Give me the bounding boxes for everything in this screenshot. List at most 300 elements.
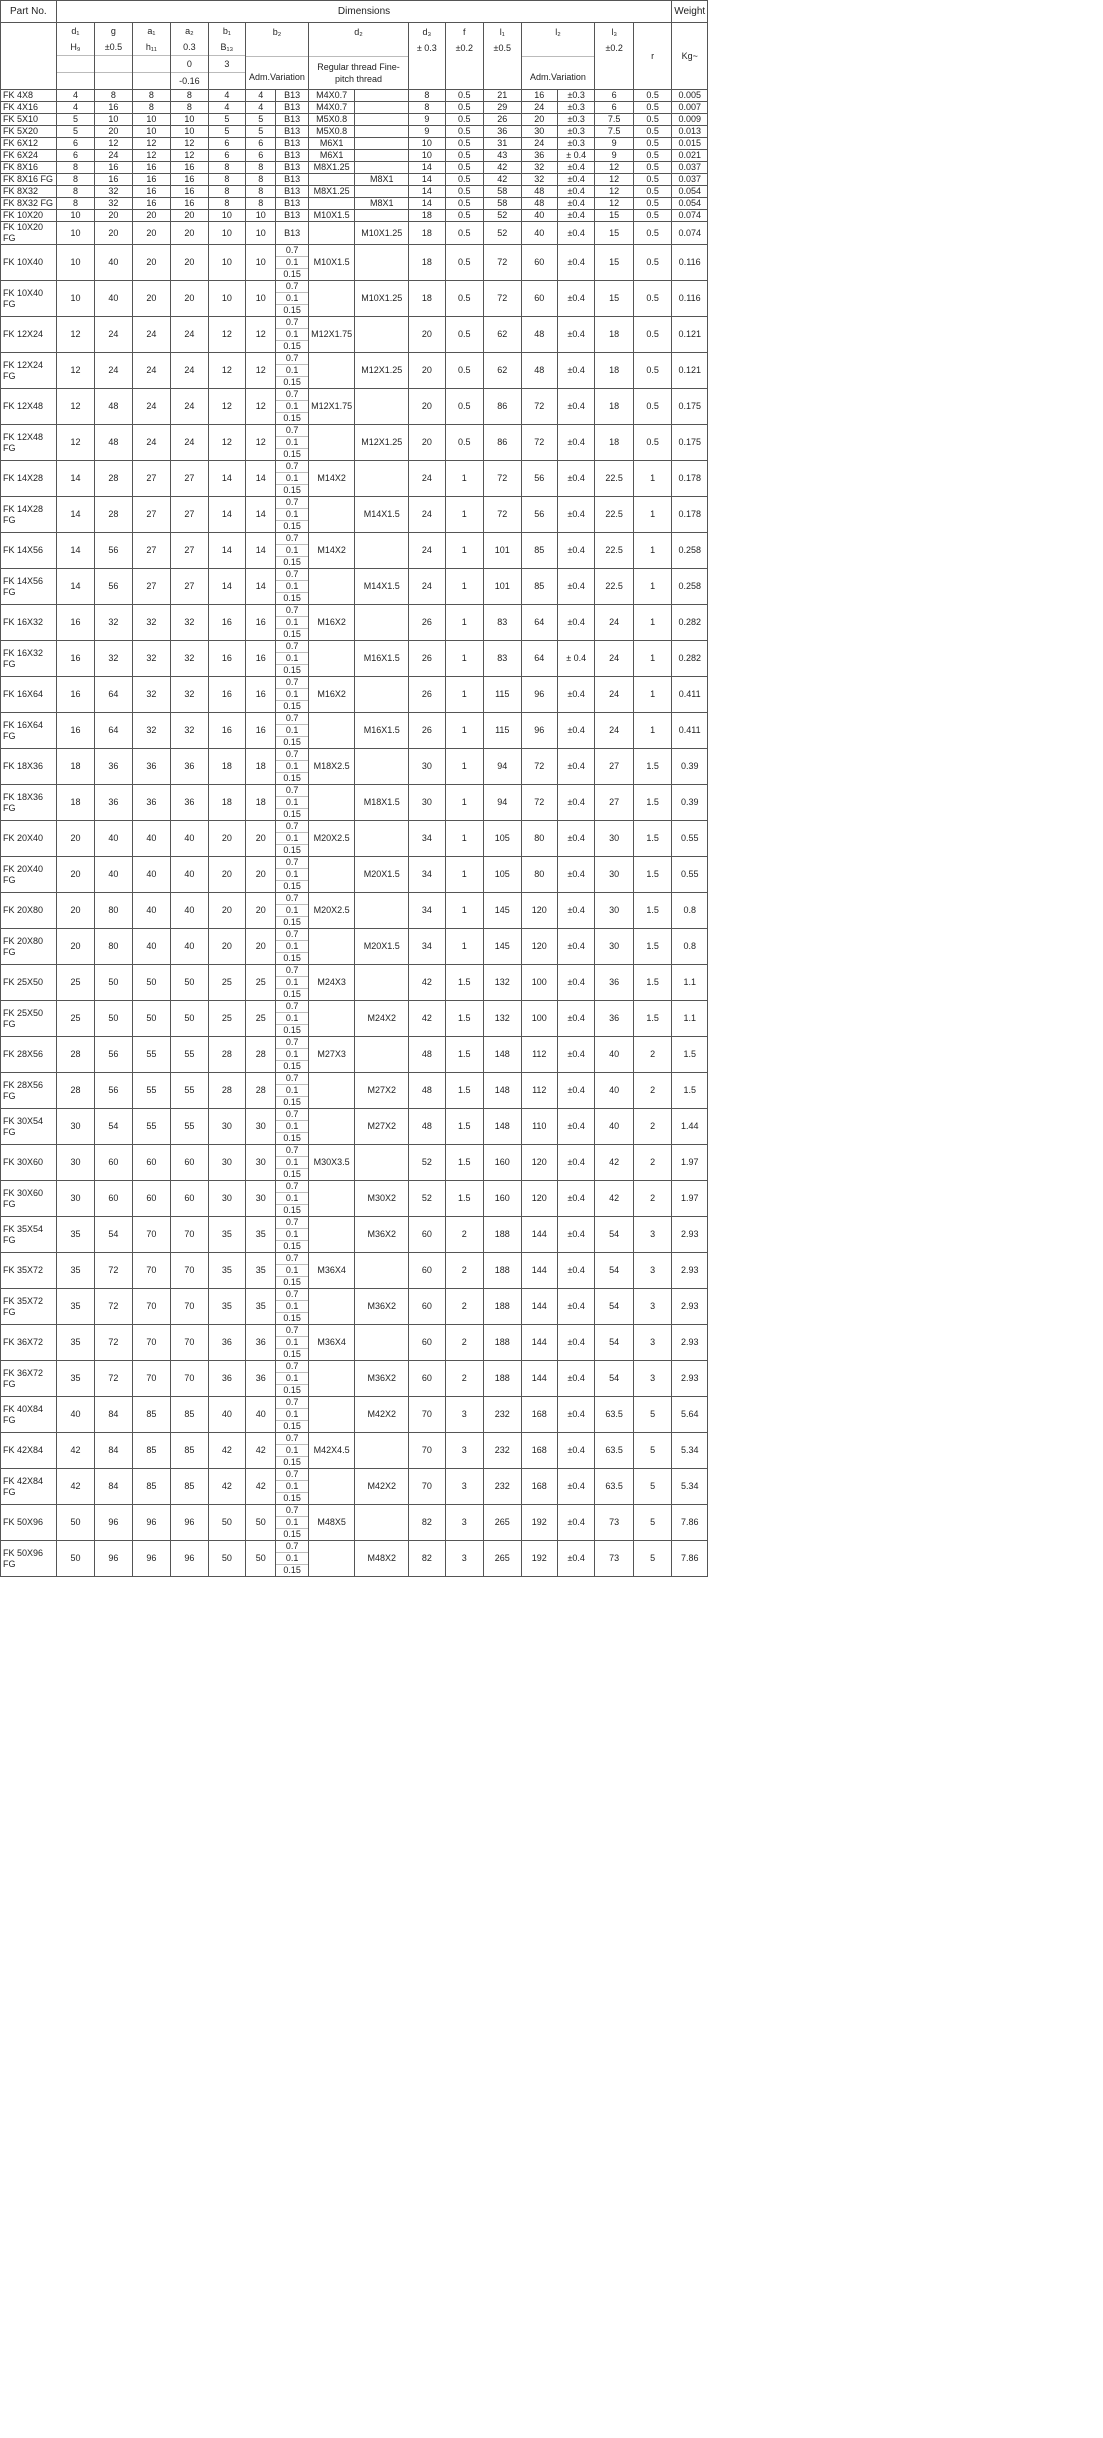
- table-row: [1, 425, 708, 461]
- cell-d3: 70: [409, 1433, 445, 1469]
- cell-b2v: B13: [276, 126, 308, 138]
- cell-a2: 32: [171, 641, 208, 677]
- cell-r: 5: [633, 1505, 671, 1541]
- cell-d3: 42: [409, 1001, 445, 1037]
- cell-d1: 35: [56, 1325, 94, 1361]
- cell-g: 28: [95, 461, 132, 497]
- cell-w: 2.93: [672, 1325, 708, 1361]
- cell-a1: 32: [132, 605, 170, 641]
- cell-b1: 30: [208, 1109, 245, 1145]
- cell-l1: 188: [484, 1289, 521, 1325]
- cell-d3: 26: [409, 641, 445, 677]
- cell-b2v: [276, 605, 308, 641]
- cell-d1: 12: [56, 389, 94, 425]
- b2-variation-value: 0.1: [276, 941, 307, 953]
- cell-g: 16: [95, 174, 132, 186]
- cell-d1: 16: [56, 641, 94, 677]
- cell-b2v: [276, 929, 308, 965]
- cell-a2: 8: [171, 90, 208, 102]
- cell-b2: 50: [246, 1541, 276, 1577]
- cell-r: 2: [633, 1073, 671, 1109]
- cell-part: FK 36X72: [1, 1325, 57, 1361]
- cell-fine: M12X1.25: [355, 353, 409, 389]
- cell-r: 0.5: [633, 114, 671, 126]
- cell-l1: 232: [484, 1433, 521, 1469]
- cell-a1: 40: [132, 893, 170, 929]
- cell-l3: 15: [595, 281, 633, 317]
- cell-fine: [355, 1505, 409, 1541]
- table-row: [1, 1109, 708, 1145]
- b2-variation-value: 0.7: [276, 749, 307, 761]
- cell-b1: 30: [208, 1145, 245, 1181]
- cell-l2v: ±0.4: [557, 425, 594, 461]
- cell-f: 1.5: [445, 1181, 483, 1217]
- cell-a2: 85: [171, 1397, 208, 1433]
- cell-d3: 24: [409, 533, 445, 569]
- cell-w: 0.021: [672, 150, 708, 162]
- cell-l2v: ±0.4: [557, 1037, 594, 1073]
- cell-d3: 42: [409, 965, 445, 1001]
- cell-w: 0.175: [672, 389, 708, 425]
- a1-header: a₁ h₁₁: [132, 23, 170, 90]
- cell-a1: 70: [132, 1253, 170, 1289]
- cell-a2: 40: [171, 857, 208, 893]
- cell-reg: M20X2.5: [308, 893, 355, 929]
- cell-part: FK 5X20: [1, 126, 57, 138]
- b2-variation-value: 0.7: [276, 605, 307, 617]
- cell-b2v: [276, 821, 308, 857]
- cell-a2: 27: [171, 461, 208, 497]
- cell-d1: 8: [56, 198, 94, 210]
- cell-l2v: ±0.4: [557, 1001, 594, 1037]
- cell-d3: 14: [409, 162, 445, 174]
- cell-a2: 27: [171, 533, 208, 569]
- cell-b2v: [276, 353, 308, 389]
- cell-f: 0.5: [445, 102, 483, 114]
- cell-b2: 36: [246, 1325, 276, 1361]
- b2-variation-value: 0.1: [276, 761, 307, 773]
- cell-b2: 25: [246, 1001, 276, 1037]
- cell-a1: 24: [132, 353, 170, 389]
- table-row: [1, 1325, 708, 1361]
- cell-d1: 35: [56, 1253, 94, 1289]
- cell-g: 40: [95, 821, 132, 857]
- cell-f: 3: [445, 1505, 483, 1541]
- b2-variation-value: 0.15: [283, 1205, 301, 1215]
- cell-l2v: ±0.4: [557, 1109, 594, 1145]
- cell-l2: 30: [521, 126, 557, 138]
- cell-l2v: ±0.3: [557, 138, 594, 150]
- cell-b1: 12: [208, 353, 245, 389]
- cell-b2: 8: [246, 162, 276, 174]
- cell-reg: M27X3: [308, 1037, 355, 1073]
- b2-variation-value: 0.7: [276, 1109, 307, 1121]
- cell-a1: 24: [132, 389, 170, 425]
- b2-variation-value: 0.15: [283, 521, 301, 531]
- cell-b2v: [276, 965, 308, 1001]
- cell-d3: 26: [409, 677, 445, 713]
- cell-b1: 12: [208, 425, 245, 461]
- b2-variation-value: 0.1: [276, 1445, 307, 1457]
- cell-part: FK 10X40 FG: [1, 281, 57, 317]
- cell-w: 0.282: [672, 641, 708, 677]
- cell-reg: M6X1: [308, 150, 355, 162]
- cell-f: 0.5: [445, 389, 483, 425]
- cell-d3: 34: [409, 893, 445, 929]
- cell-w: 0.55: [672, 821, 708, 857]
- cell-part: FK 20X40 FG: [1, 857, 57, 893]
- dimensions-table: [0, 0, 708, 1577]
- cell-l2: 144: [521, 1325, 557, 1361]
- cell-d1: 16: [56, 605, 94, 641]
- cell-b2: 42: [246, 1469, 276, 1505]
- cell-l1: 83: [484, 605, 521, 641]
- cell-b2v: [276, 1469, 308, 1505]
- cell-l2v: ±0.4: [557, 821, 594, 857]
- cell-a2: 27: [171, 569, 208, 605]
- cell-d3: 70: [409, 1469, 445, 1505]
- table-row: [1, 281, 708, 317]
- cell-b2: 14: [246, 569, 276, 605]
- cell-g: 32: [95, 641, 132, 677]
- b2-variation-value: 0.1: [276, 1229, 307, 1241]
- cell-fine: M18X1.5: [355, 785, 409, 821]
- b2-variation-value: 0.1: [276, 725, 307, 737]
- cell-f: 0.5: [445, 317, 483, 353]
- cell-part: FK 30X60 FG: [1, 1181, 57, 1217]
- cell-f: 0.5: [445, 114, 483, 126]
- cell-b2v: [276, 1253, 308, 1289]
- b2-variation-value: 0.1: [276, 1481, 307, 1493]
- cell-b2v: [276, 1145, 308, 1181]
- cell-b1: 30: [208, 1181, 245, 1217]
- cell-fine: M10X1.25: [355, 222, 409, 245]
- cell-g: 36: [95, 785, 132, 821]
- cell-b2: 20: [246, 929, 276, 965]
- cell-l2v: ±0.4: [557, 929, 594, 965]
- cell-reg: [308, 497, 355, 533]
- cell-reg: [308, 929, 355, 965]
- b2-variation-value: 0.7: [276, 1037, 307, 1049]
- cell-l2: 144: [521, 1361, 557, 1397]
- cell-w: 5.64: [672, 1397, 708, 1433]
- cell-l1: 52: [484, 210, 521, 222]
- cell-part: FK 40X84 FG: [1, 1397, 57, 1433]
- table-row: [1, 102, 708, 114]
- cell-a2: 40: [171, 929, 208, 965]
- cell-l2v: ±0.3: [557, 90, 594, 102]
- cell-l2: 56: [521, 461, 557, 497]
- cell-b2: 16: [246, 605, 276, 641]
- cell-a2: 40: [171, 821, 208, 857]
- cell-a1: 36: [132, 749, 170, 785]
- b2-variation-value: 0.15: [283, 1133, 301, 1143]
- cell-b1: 14: [208, 569, 245, 605]
- cell-a2: 32: [171, 677, 208, 713]
- cell-g: 12: [95, 138, 132, 150]
- b2-variation-value: 0.15: [283, 1169, 301, 1179]
- cell-reg: M36X4: [308, 1253, 355, 1289]
- cell-b1: 12: [208, 389, 245, 425]
- cell-fine: M8X1: [355, 198, 409, 210]
- b2-variation-value: 0.1: [276, 1193, 307, 1205]
- b2-variation-value: 0.1: [276, 1121, 307, 1133]
- cell-a1: 70: [132, 1325, 170, 1361]
- cell-a1: 27: [132, 569, 170, 605]
- cell-a2: 20: [171, 210, 208, 222]
- cell-reg: [308, 1541, 355, 1577]
- cell-l1: 86: [484, 389, 521, 425]
- cell-l1: 265: [484, 1505, 521, 1541]
- cell-l2v: ±0.4: [557, 1289, 594, 1325]
- cell-d1: 28: [56, 1037, 94, 1073]
- cell-r: 5: [633, 1469, 671, 1505]
- cell-l2: 60: [521, 281, 557, 317]
- cell-l2: 168: [521, 1397, 557, 1433]
- cell-b2v: [276, 317, 308, 353]
- table-row: [1, 174, 708, 186]
- cell-g: 48: [95, 425, 132, 461]
- cell-l3: 15: [595, 210, 633, 222]
- l1-header: l₁ ±0.5: [484, 23, 521, 90]
- b2-variation-value: 0.7: [276, 1325, 307, 1337]
- cell-w: 1.97: [672, 1181, 708, 1217]
- cell-w: 1.1: [672, 1001, 708, 1037]
- cell-a2: 55: [171, 1073, 208, 1109]
- cell-l2v: ±0.4: [557, 965, 594, 1001]
- cell-b1: 35: [208, 1253, 245, 1289]
- cell-reg: [308, 1181, 355, 1217]
- b2-variation-value: 0.1: [276, 689, 307, 701]
- cell-d1: 35: [56, 1217, 94, 1253]
- cell-r: 0.5: [633, 162, 671, 174]
- cell-b2v: [276, 1217, 308, 1253]
- cell-d3: 26: [409, 605, 445, 641]
- cell-part: FK 6X12: [1, 138, 57, 150]
- cell-w: 0.054: [672, 198, 708, 210]
- cell-reg: M14X2: [308, 533, 355, 569]
- kg-header: Kg~: [672, 23, 708, 90]
- cell-g: 56: [95, 1073, 132, 1109]
- cell-a2: 10: [171, 126, 208, 138]
- cell-reg: [308, 569, 355, 605]
- cell-d1: 30: [56, 1145, 94, 1181]
- cell-d1: 12: [56, 317, 94, 353]
- b2-variation-value: 0.1: [276, 617, 307, 629]
- cell-part: FK 35X54 FG: [1, 1217, 57, 1253]
- b2-variation-value: 0.15: [283, 1061, 301, 1071]
- b2-variation-value: 0.7: [276, 893, 307, 905]
- cell-part: FK 12X24 FG: [1, 353, 57, 389]
- cell-b2v: [276, 281, 308, 317]
- cell-a1: 10: [132, 126, 170, 138]
- b2-variation-value: 0.7: [276, 785, 307, 797]
- cell-l1: 148: [484, 1109, 521, 1145]
- cell-d3: 48: [409, 1073, 445, 1109]
- cell-l1: 188: [484, 1325, 521, 1361]
- cell-w: 0.037: [672, 174, 708, 186]
- cell-f: 1: [445, 641, 483, 677]
- b2-variation-value: 0.7: [276, 1289, 307, 1301]
- cell-l2v: ±0.4: [557, 389, 594, 425]
- cell-g: 50: [95, 965, 132, 1001]
- cell-r: 1.5: [633, 785, 671, 821]
- cell-f: 1: [445, 713, 483, 749]
- cell-r: 3: [633, 1361, 671, 1397]
- cell-l3: 22.5: [595, 569, 633, 605]
- cell-b2: 8: [246, 174, 276, 186]
- cell-a2: 24: [171, 389, 208, 425]
- cell-reg: M10X1.5: [308, 245, 355, 281]
- cell-r: 1.5: [633, 893, 671, 929]
- cell-d3: 9: [409, 114, 445, 126]
- table-row: [1, 1469, 708, 1505]
- cell-part: FK 10X20: [1, 210, 57, 222]
- b2-variation-value: 0.7: [276, 461, 307, 473]
- cell-a2: 70: [171, 1361, 208, 1397]
- b2-variation-value: 0.15: [283, 1097, 301, 1107]
- cell-fine: M8X1: [355, 174, 409, 186]
- cell-g: 72: [95, 1325, 132, 1361]
- cell-l1: 62: [484, 353, 521, 389]
- cell-a1: 36: [132, 785, 170, 821]
- cell-l3: 40: [595, 1109, 633, 1145]
- cell-b2v: [276, 425, 308, 461]
- b2-variation-value: 0.1: [276, 905, 307, 917]
- cell-l2: 80: [521, 857, 557, 893]
- cell-b2: 12: [246, 389, 276, 425]
- cell-r: 1.5: [633, 821, 671, 857]
- cell-l3: 54: [595, 1253, 633, 1289]
- table-row: [1, 1037, 708, 1073]
- cell-a2: 32: [171, 713, 208, 749]
- cell-f: 2: [445, 1253, 483, 1289]
- cell-f: 2: [445, 1289, 483, 1325]
- cell-l2v: ±0.4: [557, 857, 594, 893]
- b2-variation-value: 0.1: [276, 1157, 307, 1169]
- r-header: r: [633, 23, 671, 90]
- cell-l2v: ±0.4: [557, 1325, 594, 1361]
- cell-b2: 35: [246, 1253, 276, 1289]
- b2-variation-value: 0.1: [276, 977, 307, 989]
- cell-l3: 22.5: [595, 497, 633, 533]
- cell-d3: 60: [409, 1361, 445, 1397]
- cell-reg: M14X2: [308, 461, 355, 497]
- cell-f: 0.5: [445, 90, 483, 102]
- cell-r: 0.5: [633, 245, 671, 281]
- cell-l3: 6: [595, 90, 633, 102]
- cell-reg: M20X2.5: [308, 821, 355, 857]
- cell-b2v: [276, 1289, 308, 1325]
- l3-header: l₃ ±0.2: [595, 23, 633, 90]
- cell-part: FK 4X8: [1, 90, 57, 102]
- b1-header: b₁ B₁₃ 3: [208, 23, 245, 90]
- cell-fine: M16X1.5: [355, 713, 409, 749]
- b2-variation-value: 0.15: [283, 593, 301, 603]
- cell-b2v: [276, 1037, 308, 1073]
- cell-l3: 42: [595, 1181, 633, 1217]
- b2-variation-value: 0.15: [283, 1277, 301, 1287]
- cell-reg: M10X1.5: [308, 210, 355, 222]
- cell-part: FK 4X16: [1, 102, 57, 114]
- cell-a2: 50: [171, 1001, 208, 1037]
- cell-l2: 64: [521, 641, 557, 677]
- cell-l3: 73: [595, 1505, 633, 1541]
- cell-a1: 16: [132, 174, 170, 186]
- table-row: [1, 1001, 708, 1037]
- cell-l1: 265: [484, 1541, 521, 1577]
- cell-a1: 20: [132, 210, 170, 222]
- cell-l2v: ±0.4: [557, 353, 594, 389]
- cell-g: 36: [95, 749, 132, 785]
- cell-l2: 144: [521, 1253, 557, 1289]
- cell-a2: 16: [171, 198, 208, 210]
- cell-reg: M48X5: [308, 1505, 355, 1541]
- b2-variation-value: 0.15: [283, 377, 301, 387]
- cell-d1: 42: [56, 1469, 94, 1505]
- cell-d1: 14: [56, 569, 94, 605]
- cell-b2: 42: [246, 1433, 276, 1469]
- cell-w: 0.015: [672, 138, 708, 150]
- b2-variation-value: 0.1: [276, 1337, 307, 1349]
- cell-f: 0.5: [445, 126, 483, 138]
- cell-r: 1.5: [633, 929, 671, 965]
- cell-reg: M8X1.25: [308, 186, 355, 198]
- cell-a1: 12: [132, 138, 170, 150]
- cell-b2: 28: [246, 1037, 276, 1073]
- cell-d3: 26: [409, 713, 445, 749]
- cell-l3: 22.5: [595, 461, 633, 497]
- cell-d3: 70: [409, 1397, 445, 1433]
- cell-l2: 85: [521, 533, 557, 569]
- b2-variation-value: 0.7: [276, 317, 307, 329]
- cell-w: 0.007: [672, 102, 708, 114]
- cell-r: 5: [633, 1397, 671, 1433]
- cell-d3: 82: [409, 1541, 445, 1577]
- table-row: [1, 713, 708, 749]
- cell-g: 16: [95, 102, 132, 114]
- b2-variation-value: 0.1: [276, 1265, 307, 1277]
- cell-l3: 18: [595, 353, 633, 389]
- b2-variation-value: 0.7: [276, 497, 307, 509]
- b2-variation-value: 0.1: [276, 1409, 307, 1421]
- cell-g: 60: [95, 1145, 132, 1181]
- cell-w: 0.39: [672, 785, 708, 821]
- cell-l3: 22.5: [595, 533, 633, 569]
- cell-fine: [355, 102, 409, 114]
- cell-l1: 62: [484, 317, 521, 353]
- b2-variation-value: 0.7: [276, 1217, 307, 1229]
- cell-part: FK 16X64: [1, 677, 57, 713]
- cell-b1: 50: [208, 1505, 245, 1541]
- cell-r: 0.5: [633, 198, 671, 210]
- cell-l1: 29: [484, 102, 521, 114]
- cell-part: FK 12X48 FG: [1, 425, 57, 461]
- cell-g: 84: [95, 1433, 132, 1469]
- cell-g: 80: [95, 929, 132, 965]
- cell-b2v: [276, 641, 308, 677]
- cell-w: 5.34: [672, 1469, 708, 1505]
- cell-a1: 32: [132, 677, 170, 713]
- cell-fine: M27X2: [355, 1073, 409, 1109]
- cell-b1: 35: [208, 1289, 245, 1325]
- cell-l3: 6: [595, 102, 633, 114]
- cell-f: 2: [445, 1217, 483, 1253]
- cell-part: FK 18X36 FG: [1, 785, 57, 821]
- b2-variation-value: 0.1: [276, 1049, 307, 1061]
- d2-header: d₂ Regular thread Fine-pitch thread: [308, 23, 408, 90]
- table-row: [1, 162, 708, 174]
